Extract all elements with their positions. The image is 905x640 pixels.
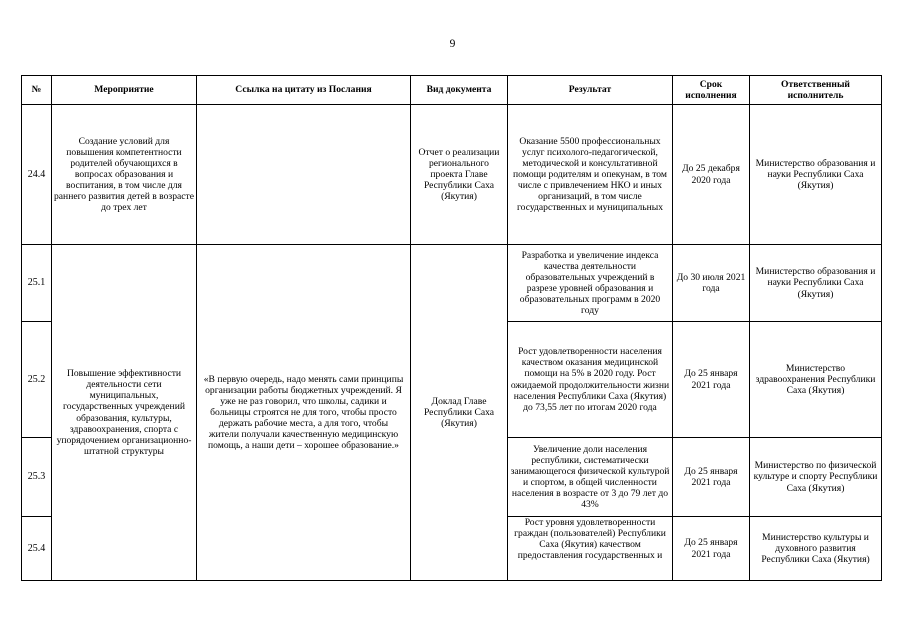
row-number: 25.1 xyxy=(22,245,52,322)
event-cell: Создание условий для повышения компетентности родителей обучающихся в вопросах образования и воспитания, в том числе для раннего развития детей в возрасте до трех лет xyxy=(52,105,197,245)
result-text: Оказание 5500 профессиональных услуг психолого-педагогической, методической и консультативной помощи родителям и опекунам, в том числе с привлечением НКО и иных организаций, в том числе государственных и муниципальных xyxy=(513,135,667,214)
table-row xyxy=(22,245,882,322)
responsible-cell: Министерство образования и науки Республики Саха (Якутия) xyxy=(750,245,882,322)
responsible-cell: Министерство культуры и духовного развития Республики Саха (Якутия) xyxy=(750,517,882,581)
deadline-cell: До 25 января 2021 года xyxy=(673,517,750,581)
quote-cell: «В первую очередь, надо менять сами принципы организации работы бюджетных учреждений. Я уже не раз говорил, что школы, садики и больницы строятся не для того, чтобы просто держать рабочие места, а для того, чтобы жители получали качественную медицинскую помощь, а наши дети – хорошее образование.» xyxy=(197,245,411,581)
row-number: 25.2 xyxy=(22,322,52,438)
doc-type-cell: Доклад Главе Республики Саха (Якутия) xyxy=(411,245,508,581)
page-number: 9 xyxy=(449,38,456,50)
deadline-cell: До 25 января 2021 года xyxy=(673,438,750,517)
event-cell: Повышение эффективности деятельности сети муниципальных, государственных учреждений образования, культуры, здравоохранения, спорта с упорядочением организационно-штатной структуры xyxy=(52,245,197,581)
result-text: Рост удовлетворенности населения качеством оказания медицинской помощи на 5% в 2020 году. Рост ожидаемой продолжительности жизни населения Республики Саха (Якутия) до 73,55 лет по итогам 2020 года xyxy=(510,346,670,413)
result-text: Разработка и увеличение индекса качества деятельности образовательных учреждений в разрезе уровней образования и образовательных программ в 2020 году xyxy=(519,249,661,317)
table-header-row xyxy=(22,76,882,105)
result-cell xyxy=(508,245,673,322)
table-row xyxy=(22,105,882,245)
result-cell xyxy=(508,105,673,245)
row-number: 25.4 xyxy=(22,517,52,581)
row-number: 24.4 xyxy=(22,105,52,245)
header-result: Результат xyxy=(508,76,673,105)
doc-type-cell: Отчет о реализации регионального проекта Главе Республики Саха (Якутия) xyxy=(411,105,508,245)
header-num: № xyxy=(22,76,52,105)
responsible-cell: Министерство по физической культуре и спорту Республики Саха (Якутия) xyxy=(750,438,882,517)
deadline-cell: До 25 января 2021 года xyxy=(673,322,750,438)
result-cell xyxy=(508,438,673,517)
responsible-cell: Министерство образования и науки Республики Саха (Якутия) xyxy=(750,105,882,245)
result-cell xyxy=(508,322,673,438)
result-text: Рост уровня удовлетворенности граждан (пользователей) Республики Саха (Якутия) качеством предоставления государственных и xyxy=(514,517,666,562)
deadline-cell: До 30 июля 2021 года xyxy=(673,245,750,322)
quote-cell xyxy=(197,105,411,245)
header-event: Мероприятие xyxy=(52,76,197,105)
result-cell xyxy=(508,517,673,581)
header-responsible: Ответственный исполнитель xyxy=(750,76,882,105)
header-quote-ref: Ссылка на цитату из Послания xyxy=(197,76,411,105)
row-number: 25.3 xyxy=(22,438,52,517)
header-deadline: Срок исполнения xyxy=(673,76,750,105)
action-plan-table xyxy=(21,75,882,581)
result-text: Увеличение доли населения республики, систематически занимающегося физической культурой и спортом, в общей численности населения в возрасте от 3 до 79 лет до 43% xyxy=(510,443,670,511)
header-doc-type: Вид документа xyxy=(411,76,508,105)
deadline-cell: До 25 декабря 2020 года xyxy=(673,105,750,245)
responsible-cell: Министерство здравоохранения Республики Саха (Якутия) xyxy=(750,322,882,438)
